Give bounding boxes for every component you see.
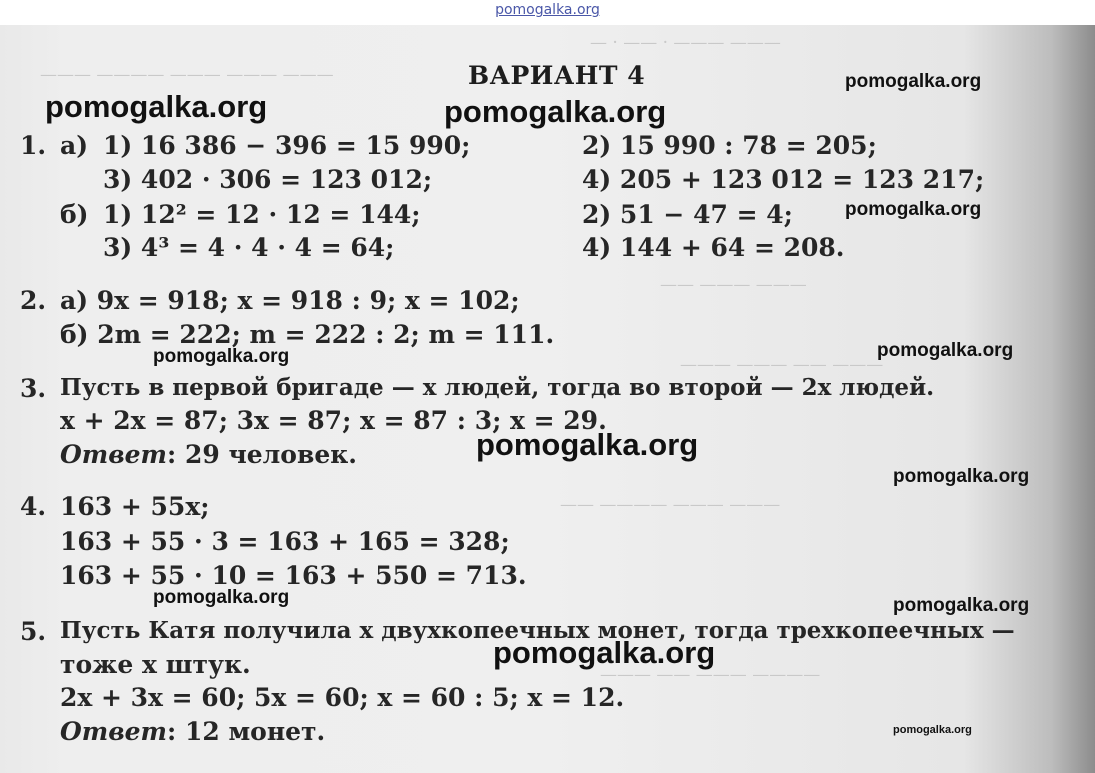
- watermark: pomogalka.org: [493, 635, 716, 670]
- task4-line3: 163 + 55 · 10 = 163 + 550 = 713.: [60, 561, 527, 590]
- watermark: pomogalka.org: [893, 724, 972, 736]
- watermark: pomogalka.org: [444, 94, 667, 129]
- task3-answer: [60, 440, 357, 469]
- watermark: pomogalka.org: [877, 340, 1014, 361]
- bleed-through-text: ——— ———— ——— ——— ———: [40, 65, 334, 85]
- task5-line2: тоже x штук.: [60, 650, 251, 679]
- watermark: pomogalka.org: [893, 466, 1030, 487]
- task4-line1: 163 + 55x;: [60, 492, 210, 521]
- task5-line1: Пусть Катя получила x двухкопеечных монет, тогда трехкопеечных —: [60, 617, 1015, 644]
- task1-a2: 2) 15 990 : 78 = 205;: [582, 131, 877, 160]
- top-strip: [0, 0, 1095, 25]
- task3-number: 3.: [20, 374, 47, 403]
- watermark: pomogalka.org: [845, 71, 982, 92]
- watermark: pomogalka.org: [153, 587, 290, 608]
- watermark: pomogalka.org: [45, 89, 268, 124]
- task1-number: 1.: [20, 131, 47, 160]
- task4-line2: 163 + 55 · 3 = 163 + 165 = 328;: [60, 527, 510, 556]
- task1-a4: 4) 205 + 123 012 = 123 217;: [582, 165, 985, 194]
- task1-b1: 1) 12² = 12 · 12 = 144;: [103, 200, 421, 229]
- task2-a: а) 9x = 918; x = 918 : 9; x = 102;: [60, 286, 520, 315]
- bleed-through-text: — · —— · ——— ———: [590, 33, 781, 53]
- watermark: pomogalka.org: [476, 427, 699, 462]
- watermark: pomogalka.org: [153, 346, 290, 367]
- task5-answer-text: : 12 монет.: [167, 717, 326, 746]
- task3-answer-label: Ответ: [60, 440, 168, 469]
- page-title: ВАРИАНТ 4: [468, 61, 646, 90]
- task5-number: 5.: [20, 617, 47, 646]
- task1-b4: 4) 144 + 64 = 208.: [582, 233, 845, 262]
- bleed-through-text: —— ———— ——— ———: [560, 495, 781, 515]
- task1-a1: 1) 16 386 − 396 = 15 990;: [103, 131, 471, 160]
- task3-line2: x + 2x = 87; 3x = 87; x = 87 : 3; x = 29.: [60, 406, 607, 435]
- task2-b: б) 2m = 222; m = 222 : 2; m = 111.: [60, 320, 555, 349]
- bleed-through-text: ——— ——— —— ———: [680, 355, 884, 375]
- watermark: pomogalka.org: [845, 199, 982, 220]
- task2-number: 2.: [20, 286, 47, 315]
- bleed-through-text: ——— —— ——— ————: [600, 665, 821, 685]
- task1-b3: 3) 4³ = 4 · 4 · 4 = 64;: [103, 233, 395, 262]
- task3-answer-text: : 29 человек.: [167, 440, 357, 469]
- task3-line1: Пусть в первой бригаде — x людей, тогда во второй — 2x людей.: [60, 374, 935, 401]
- bleed-through-text: —— ——— ———: [660, 275, 807, 295]
- task5-answer: [60, 717, 325, 746]
- task1-a3: 3) 402 · 306 = 123 012;: [103, 165, 433, 194]
- task1-b2: 2) 51 − 47 = 4;: [582, 200, 793, 229]
- task5-line3: 2x + 3x = 60; 5x = 60; x = 60 : 5; x = 12.: [60, 683, 625, 712]
- task5-answer-label: Ответ: [60, 717, 168, 746]
- task1-a-label: а): [60, 131, 89, 160]
- task4-number: 4.: [20, 492, 47, 521]
- watermark: pomogalka.org: [893, 595, 1030, 616]
- top-site-link[interactable]: pomogalka.org: [495, 2, 600, 18]
- task1-b-label: б): [60, 200, 89, 229]
